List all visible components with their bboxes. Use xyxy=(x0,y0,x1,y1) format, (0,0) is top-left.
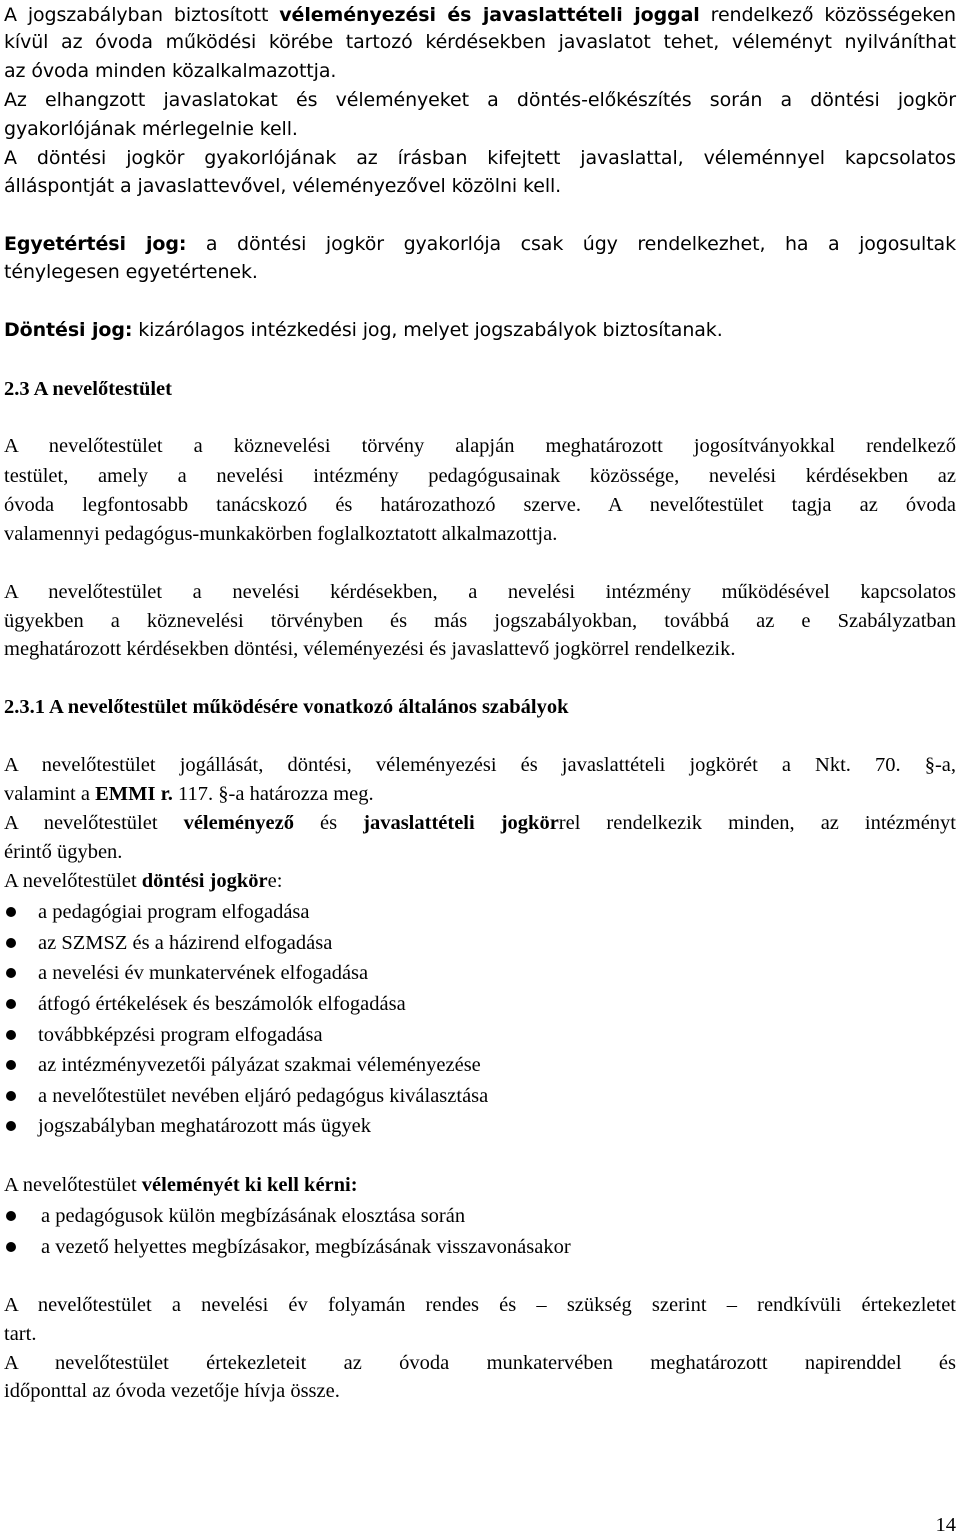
text-line: A döntési jogkör gyakorlójának az írásban kifejtett javaslattal, véleménnyel kapcsolatos xyxy=(4,147,956,169)
text-line: A nevelőtestület jogállását, döntési, véleményezési és javaslattételi jogkörét a Nkt. 70. §-a, xyxy=(4,754,956,776)
bullet-icon xyxy=(6,1060,16,1070)
text-line: testület, amely a nevelési intézmény pedagógusainak közössége, nevelési kérdésekben az xyxy=(4,465,956,487)
text-line: A nevelőtestület értekezleteit az óvoda munkatervében meghatározott napirenddel és xyxy=(4,1352,956,1374)
text-line: kívül az óvoda működési körébe tartozó kérdésekben javaslatot tehet, véleményt nyilváníthat xyxy=(4,31,956,53)
text-line: meghatározott kérdésekben döntési, véleményezési és javaslattevő jogkörrel rendelkezik. xyxy=(4,638,736,660)
text-line: tart. xyxy=(4,1323,37,1345)
text-line: Az elhangzott javaslatokat és véleményeket a döntés-előkészítés során a döntési jogkör xyxy=(4,89,956,111)
page-number: 14 xyxy=(935,1514,956,1536)
bullet-icon xyxy=(6,1121,16,1131)
text-line: gyakorlójának mérlegelnie kell. xyxy=(4,118,298,140)
bullet-icon xyxy=(6,1211,16,1221)
decision-right-line: Döntési jog: kizárólagos intézkedési jog, melyet jogszabályok biztosítanak. xyxy=(4,319,723,341)
text-line: A jogszabályban biztosított véleményezési és javaslattételi joggal rendelkező közösségeken xyxy=(4,4,956,26)
text-line: érintő ügyben. xyxy=(4,841,123,863)
text-line: ténylegesen egyetértenek. xyxy=(4,261,258,283)
bullet-icon xyxy=(6,1242,16,1252)
bullet-icon xyxy=(6,1091,16,1101)
text-line: valamennyi pedagógus-munkakörben foglalkoztatott alkalmazottja. xyxy=(4,523,558,545)
text-line: A nevelőtestület véleményező és javaslattételi jogkörrel rendelkezik minden, az intézményt xyxy=(4,812,956,834)
text-line: A nevelőtestület véleményét ki kell kérni: xyxy=(4,1174,358,1196)
text-line: óvoda legfontosabb tanácskozó és határozathozó szerve. A nevelőtestület tagja az óvoda xyxy=(4,494,956,516)
text-line: valamint a EMMI r. 117. §-a határozza meg. xyxy=(4,783,374,805)
bullet-icon xyxy=(6,907,16,917)
text-line: időponttal az óvoda vezetője hívja össze. xyxy=(4,1380,340,1402)
text-line: az óvoda minden közalkalmazottja. xyxy=(4,60,337,82)
bullet-icon xyxy=(6,968,16,978)
text-line: ügyekben a köznevelési törvényben és más jogszabályokban, továbbá az e Szabályzatban xyxy=(4,610,956,632)
text-line: A nevelőtestület a köznevelési törvény alapján meghatározott jogosítványokkal rendelkező xyxy=(4,435,956,457)
section-heading: 2.3 A nevelőtestület xyxy=(4,378,172,400)
text-line: A nevelőtestület a nevelési év folyamán rendes és – szükség szerint – rendkívüli értekezletet xyxy=(4,1294,956,1316)
text-line: álláspontját a javaslattevővel, véleményezővel közölni kell. xyxy=(4,175,562,197)
bullet-icon xyxy=(6,999,16,1009)
text-line: A nevelőtestület döntési jogköre: xyxy=(4,870,283,892)
bullet-icon xyxy=(6,1030,16,1040)
consent-right-line: Egyetértési jog: a döntési jogkör gyakorlója csak úgy rendelkezhet, ha a jogosultak xyxy=(4,233,957,255)
bullet-icon xyxy=(6,938,16,948)
text-line: A nevelőtestület a nevelési kérdésekben, a nevelési intézmény működésével kapcsolatos xyxy=(4,581,956,603)
subsection-heading: 2.3.1 A nevelőtestület működésére vonatkozó általános szabályok xyxy=(4,696,569,718)
